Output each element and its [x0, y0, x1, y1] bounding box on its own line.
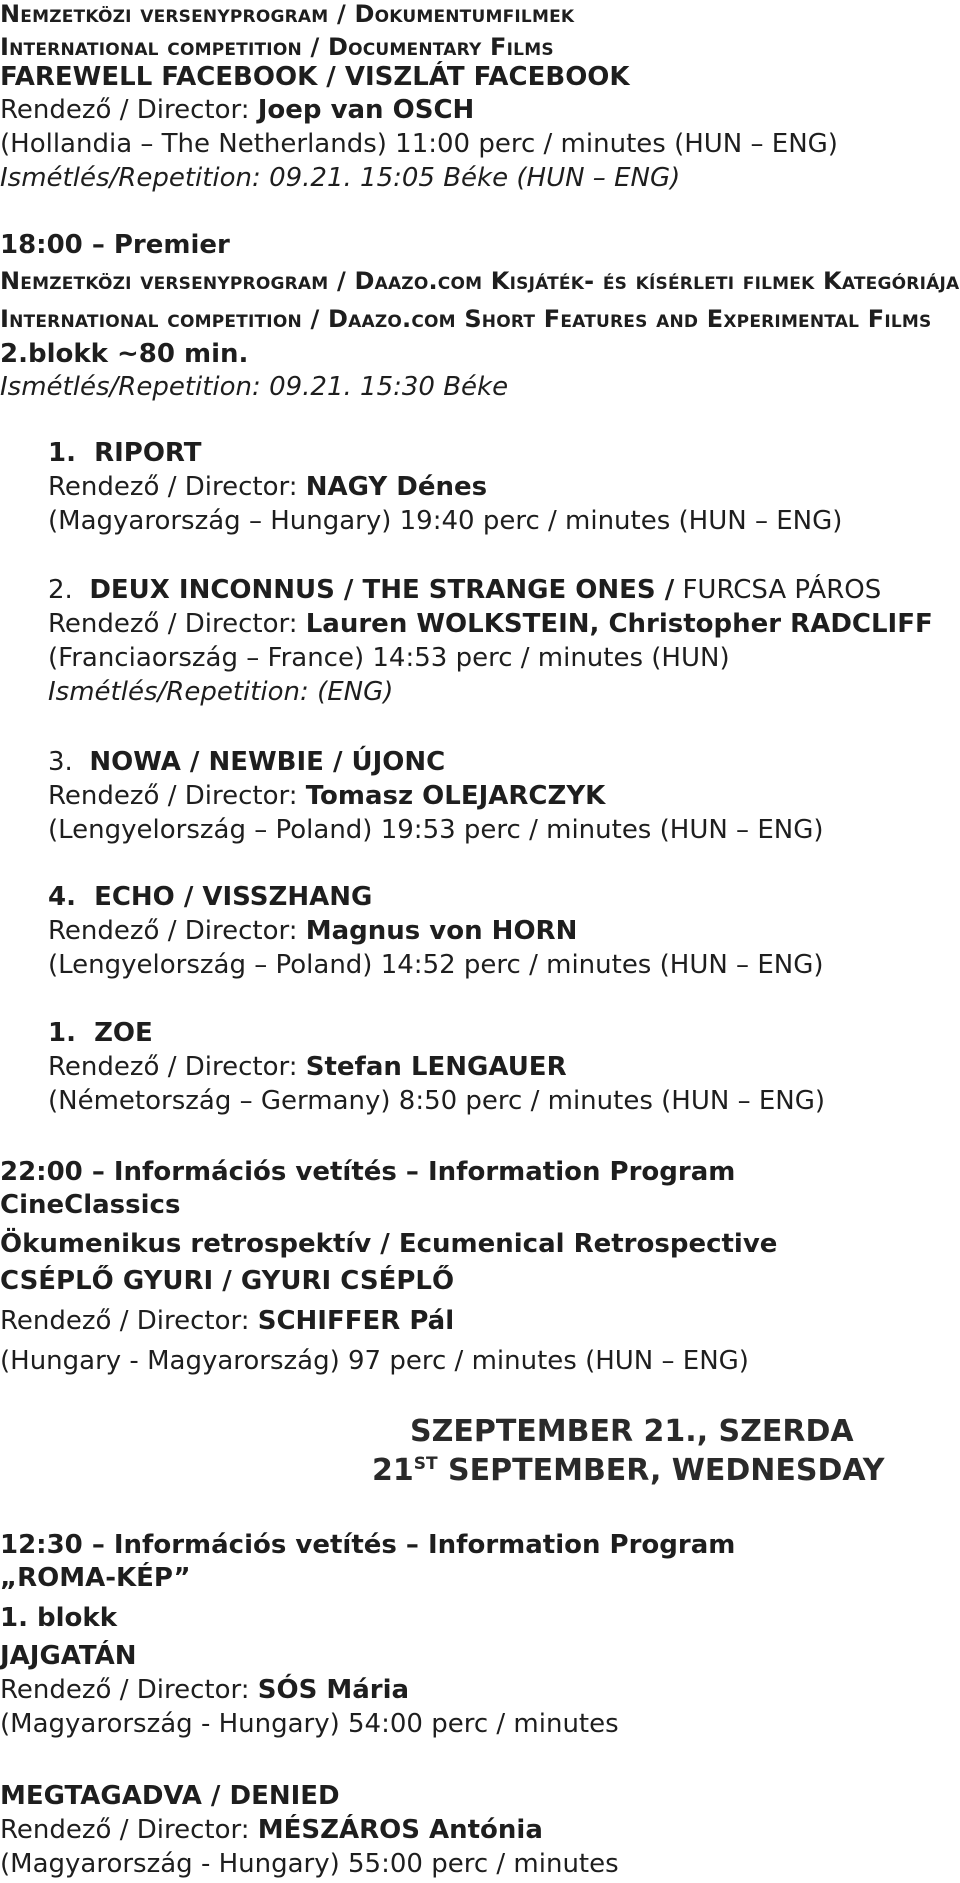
film-title: DEUX INCONNUS / THE STRANGE ONES /: [89, 575, 675, 605]
film-meta: (Németország – Germany) 8:50 perc / minutes (HUN – ENG): [48, 1086, 826, 1116]
film-meta-main: (Hungary - Magyarország) 97 perc / minutes: [0, 1346, 577, 1376]
director-name: MÉSZÁROS Antónia: [257, 1815, 543, 1845]
film-item-zoe: [48, 1018, 153, 1048]
day-suffix: ST: [413, 1454, 438, 1474]
director-line: [48, 916, 577, 946]
director-label: Rendező / Director:: [48, 472, 298, 502]
director-line: [48, 609, 933, 639]
film-number: 2.: [48, 575, 73, 605]
film-title-hu: FURCSA PÁROS: [682, 575, 882, 605]
director-label: Rendező / Director:: [48, 781, 298, 811]
category-hu: Nemzetközi versenyprogram / Dokumentumfilmek: [0, 0, 575, 28]
film-title: JAJGATÁN: [0, 1641, 137, 1671]
director-name: Joep van OSCH: [257, 95, 475, 125]
film-title: CSÉPLŐ GYURI / GYURI CSÉPLŐ: [0, 1266, 455, 1296]
director-label: Rendező / Director:: [48, 916, 298, 946]
block-duration: 2.blokk ~80 min.: [0, 339, 249, 369]
director-line: [48, 472, 487, 502]
repetition-line: Ismétlés/Repetition: (ENG): [48, 677, 394, 707]
film-title: ZOE: [94, 1018, 153, 1048]
film-meta: (Magyarország - Hungary) 54:00 perc / minutes: [0, 1709, 619, 1739]
film-meta-lang: (HUN – ENG): [585, 1346, 749, 1376]
director-label: Rendező / Director:: [0, 1815, 250, 1845]
film-number: 4.: [48, 882, 76, 912]
director-label: Rendező / Director:: [0, 95, 250, 125]
block-label: 1. blokk: [0, 1603, 117, 1633]
film-item-riport: [48, 438, 202, 468]
film-item-echo: [48, 882, 372, 912]
premier-category-en: International competition / Daazo.com Short Features and Experimental Films: [0, 305, 932, 333]
director-name: SCHIFFER Pál: [257, 1306, 455, 1336]
film-title: RIPORT: [94, 438, 202, 468]
director-name: NAGY Dénes: [305, 472, 488, 502]
director-name: SÓS Mária: [257, 1675, 410, 1705]
film-meta: (Hollandia – The Netherlands) 11:00 perc / minutes (HUN – ENG): [0, 129, 838, 159]
director-name: Magnus von HORN: [305, 916, 578, 946]
film-item-deux-inconnus: [48, 575, 881, 605]
film-meta: (Franciaország – France) 14:53 perc / minutes (HUN): [48, 643, 730, 673]
repetition-line: Ismétlés/Repetition: 09.21. 15:05 Béke (HUN – ENG): [0, 163, 681, 193]
series-name: „ROMA-KÉP”: [0, 1563, 191, 1593]
film-meta: [0, 1346, 749, 1376]
director-name: Tomasz OLEJARCZYK: [305, 781, 606, 811]
section-title: Ökumenikus retrospektív / Ecumenical Retrospective: [0, 1229, 778, 1259]
director-label: Rendező / Director:: [48, 1052, 298, 1082]
series-name: CineClassics: [0, 1190, 181, 1220]
director-label: Rendező / Director:: [48, 609, 298, 639]
film-title: NOWA / NEWBIE / ÚJONC: [89, 747, 446, 777]
director-line: [48, 1052, 567, 1082]
director-line: [0, 1815, 543, 1845]
film-title: FAREWELL FACEBOOK / VISZLÁT FACEBOOK: [0, 62, 630, 92]
film-meta: (Magyarország - Hungary) 55:00 perc / minutes: [0, 1849, 619, 1879]
premier-time: 18:00 – Premier: [0, 230, 230, 260]
film-item-nowa: [48, 747, 445, 777]
director-line: [48, 781, 605, 811]
premier-repetition: Ismétlés/Repetition: 09.21. 15:30 Béke: [0, 372, 509, 402]
day-month-weekday: SEPTEMBER, WEDNESDAY: [448, 1453, 885, 1488]
film-number: 3.: [48, 747, 73, 777]
film-title: ECHO / VISSZHANG: [94, 882, 373, 912]
day-number: 21: [372, 1453, 414, 1488]
film-meta: (Magyarország – Hungary) 19:40 perc / minutes (HUN – ENG): [48, 506, 843, 536]
director-name: Stefan LENGAUER: [305, 1052, 567, 1082]
director-name: Lauren WOLKSTEIN, Christopher RADCLIFF: [305, 609, 933, 639]
film-meta: (Lengyelország – Poland) 14:52 perc / minutes (HUN – ENG): [48, 950, 824, 980]
film-number: 1.: [48, 438, 76, 468]
director-line: [0, 1306, 454, 1336]
info-program-time: 22:00 – Információs vetítés – Information Program: [0, 1157, 736, 1187]
film-meta: (Lengyelország – Poland) 19:53 perc / minutes (HUN – ENG): [48, 815, 824, 845]
premier-category-hu: Nemzetközi versenyprogram / Daazo.com Kisjáték- és kísérleti filmek Kategóriája: [0, 267, 960, 295]
film-number: 1.: [48, 1018, 76, 1048]
film-title: MEGTAGADVA / DENIED: [0, 1781, 340, 1811]
director-line: [0, 1675, 409, 1705]
day-header-en: [372, 1453, 884, 1488]
info-program-time: 12:30 – Információs vetítés – Information Program: [0, 1530, 736, 1560]
director-label: Rendező / Director:: [0, 1675, 250, 1705]
director-label: Rendező / Director:: [0, 1306, 250, 1336]
category-en: International competition / Documentary Films: [0, 33, 554, 61]
director-line: [0, 95, 474, 125]
day-header-hu: SZEPTEMBER 21., SZERDA: [410, 1414, 854, 1449]
